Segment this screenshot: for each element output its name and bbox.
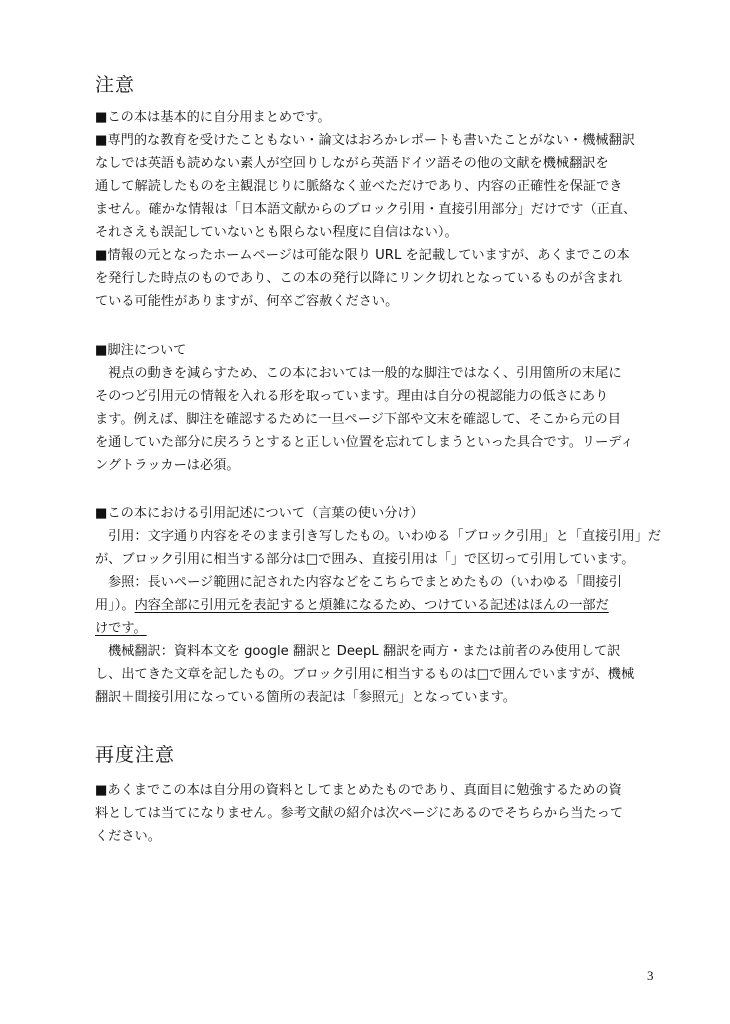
renotice-line: ■あくまでこの本は自分用の資料としてまとめたものであり、真面目に勉強するための資 — [95, 783, 622, 798]
renotice-line: ください。 — [95, 829, 161, 844]
citation-section — [95, 502, 665, 709]
reference-underlined-text: けです。 — [95, 621, 147, 636]
citation-reference-line: 参照：長いページ範囲に記された内容などをこちらでまとめたもの（いわゆる「間接引 — [108, 575, 622, 590]
citation-machine-translation-line: 翻訳＋間接引用になっている箇所の表記は「参照元」となっています。 — [95, 690, 516, 705]
citation-machine-translation-line: し、出てきた文章を記したもの。ブロック引用に相当するものは□で囲んでいますが、機械 — [95, 667, 635, 682]
footnote-line: そのつど引用元の情報を入れる形を取っています。理由は自分の視認能力の低さにあり — [95, 389, 609, 404]
citation-quote-line: 引用：文字通り内容をそのまま引き写したもの。いわゆる「ブロック引用」と「直接引用」だ — [108, 529, 662, 544]
notice-line: ません。確かな情報は「日本語文献からのブロック引用・直接引用部分」だけです（正直、 — [95, 202, 637, 217]
notice-line: 通して解読したものを主観混じりに脈絡なく並べただけであり、内容の正確性を保証でき — [95, 179, 623, 194]
citation-machine-translation-line: 機械翻訳：資料本文を google 翻訳と DeepL 翻訳を両方・または前者のみ使用して訳 — [108, 644, 621, 659]
citation-reference-line — [95, 594, 665, 617]
reference-plain-text: 用」）。 — [95, 598, 135, 613]
notice-line: ■専門的な教育を受けたこともない・論文はおろかレポートも書いたことがない・機械翻訳 — [95, 133, 635, 148]
citation-quote-line: が、ブロック引用に相当する部分は□で囲み、直接引用は「」で区切って引用しています。 — [95, 552, 635, 567]
page-number: 3 — [647, 968, 654, 983]
footnote-section — [95, 339, 665, 477]
notice-line: ■この本は基本的に自分用まとめです。 — [95, 110, 331, 125]
notice-line: それさえも誤記していないとも限らない程度に自信はない）。 — [95, 225, 458, 240]
footnote-line: ングトラッカーは必須。 — [95, 458, 240, 473]
notice-line: なしでは英語も読めない素人が空回りしながら英語ドイツ語その他の文献を機械翻訳を — [95, 156, 609, 171]
heading-notice: 注意 — [95, 74, 136, 96]
notice-line: ■情報の元となったホームページは可能な限り URL を記載していますが、あくまでこの本 — [95, 248, 630, 263]
notice-section — [95, 106, 665, 313]
notice-line: を発行した時点のものであり、この本の発行以降にリンク切れとなっているものが含まれ — [95, 271, 623, 286]
reference-underlined-text: 内容全部に引用元を表記すると煩雑になるため、つけている記述はほんの一部だ — [134, 598, 609, 613]
renotice-line: 料としては当てになりません。参考文献の紹介は次ページにあるのでそちらから当たって — [95, 806, 624, 821]
footnote-line: ます。例えば、脚注を確認するために一旦ページ下部や文末を確認して、そこから元の目 — [95, 412, 621, 427]
footnote-line: を通していた部分に戻ろうとすると正しい位置を忘れてしまうといった具合です。リーディ — [95, 435, 634, 450]
citation-reference-line — [95, 617, 665, 640]
renotice-section — [95, 779, 665, 848]
footnote-line: 視点の動きを減らすため、この本においては一般的な脚注ではなく、引用箇所の末尾に — [108, 366, 622, 381]
citation-title: ■この本における引用記述について（言葉の使い分け） — [95, 506, 424, 521]
footnote-title: ■脚注について — [95, 343, 187, 358]
notice-line: ている可能性がありますが、何卒ご容赦ください。 — [95, 294, 399, 309]
heading-renotice: 再度注意 — [95, 744, 176, 766]
